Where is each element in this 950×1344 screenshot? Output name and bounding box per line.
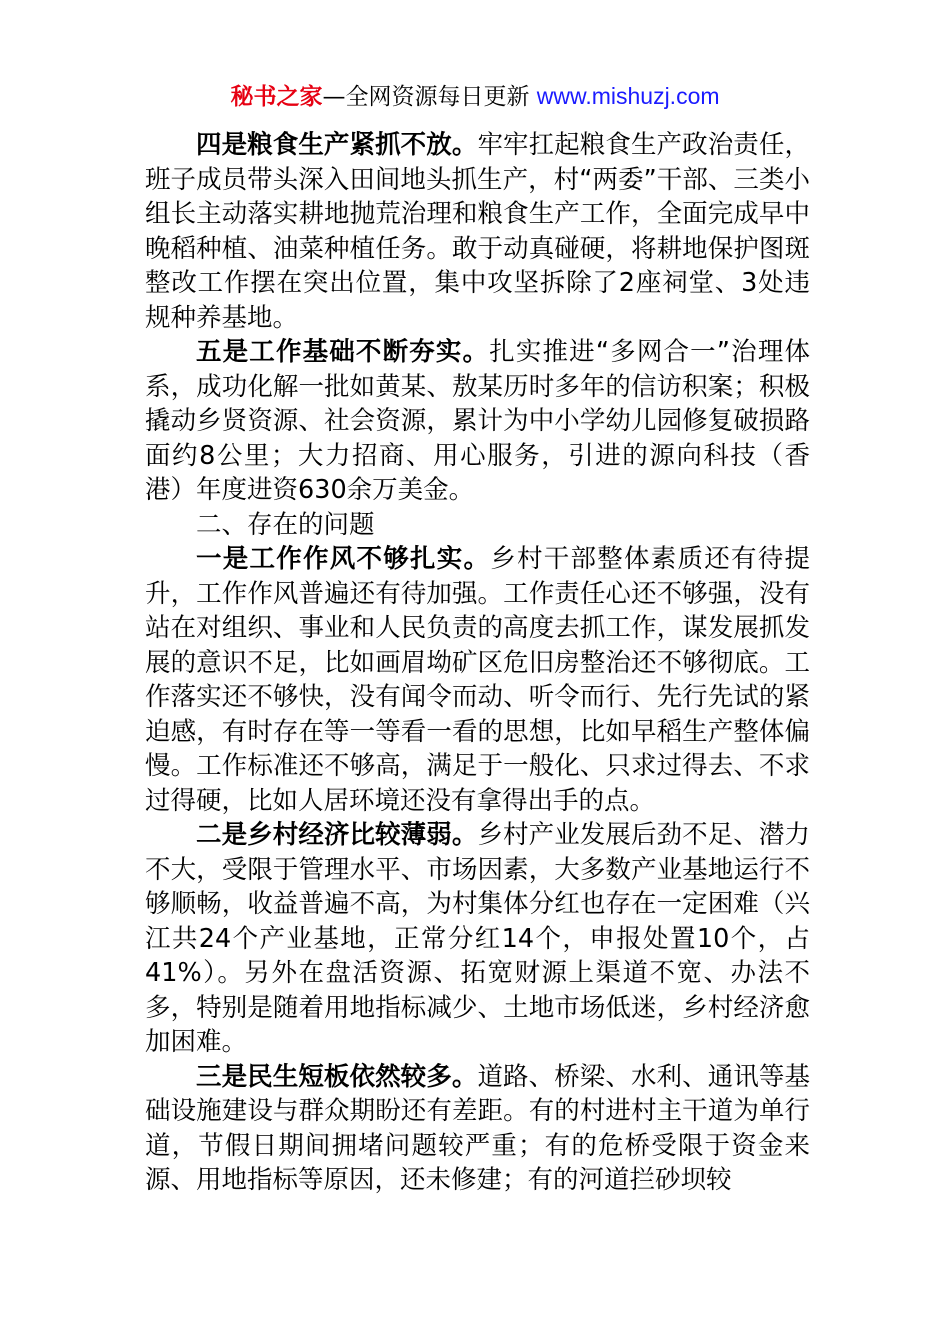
paragraph-lead: 五是工作基础不断夯实。 <box>196 337 490 367</box>
site-brand: 秘书之家 <box>230 84 323 110</box>
paragraph-text: 牢牢扛起粮食生产政治责任，班子成员带头深入田间地头抓生产，村“两委”干部、三类小组长主动落实耕地抛荒治理和粮食生产工作，全面完成早中晚稻种植、油菜种植任务。敢于动真碰硬，将耕地保护图斑整改工作摆在突出位置，集中攻坚拆除了2座祠堂、3处违规种养基地。 <box>145 130 810 333</box>
paragraph-work-foundation <box>145 335 810 508</box>
paragraph-lead: 二是乡村经济比较薄弱。 <box>196 820 478 850</box>
site-url-link[interactable]: www.mishuzj.com <box>536 83 720 109</box>
paragraph-lead: 三是民生短板依然较多。 <box>196 1061 478 1092</box>
paragraph-lead: 四是粮食生产紧抓不放。 <box>196 130 478 160</box>
paragraph-grain-production <box>145 128 810 335</box>
paragraph-livelihood <box>145 1060 810 1198</box>
paragraph-text: 乡村产业发展后劲不足、潜力不大，受限于管理水平、市场因素，大多数产业基地运行不够顺畅，收益普遍不高，为村集体分红也存在一定困难（兴江共24个产业基地，正常分红14个，申报处置10个，占41%）。另外在盘活资源、拓宽财源上渠道不宽、办法不多，特别是随着用地指标减少、土地市场低迷，乡村经济愈加困难。 <box>145 820 810 1057</box>
paragraph-rural-economy <box>145 818 810 1060</box>
paragraph-text: 道路、桥梁、水利、通讯等基础设施建设与群众期盼还有差距。有的村进村主干道为单行道，节假日期间拥堵问题较严重；有的危桥受限于资金来源、用地指标等原因，还未修建；有的河道拦砂坝较 <box>145 1061 810 1195</box>
document-body <box>145 128 810 1198</box>
site-tagline: —全网资源每日更新 <box>322 84 530 110</box>
paragraph-text: 乡村干部整体素质还有待提升，工作作风普遍还有待加强。工作责任心还不够强，没有站在对组织、事业和人民负责的高度去抓工作，谋发展抓发展的意识不足，比如画眉坳矿区危旧房整治还不够彻底。工作落实还不够快，没有闻令而动、听令而行、先行先试的紧迫感，有时存在等一等看一看的思想，比如早稻生产整体偏慢。工作标准还不够高，满足于一般化、只求过得去、不求过得硬，比如人居环境还没有拿得出手的点。 <box>145 544 810 816</box>
site-header <box>0 80 950 113</box>
paragraph-text: 扎实推进“多网合一”治理体系，成功化解一批如黄某、敖某历时多年的信访积案；积极撬动乡贤资源、社会资源，累计为中小学幼儿园修复破损路面约8公里；大力招商、用心服务，引进的源向科技（香港）年度进资630余万美金。 <box>145 337 810 505</box>
section-heading-problems <box>145 508 810 543</box>
section-heading-text: 二、存在的问题 <box>196 509 375 540</box>
paragraph-work-style <box>145 542 810 818</box>
paragraph-lead: 一是工作作风不够扎实。 <box>196 544 491 574</box>
